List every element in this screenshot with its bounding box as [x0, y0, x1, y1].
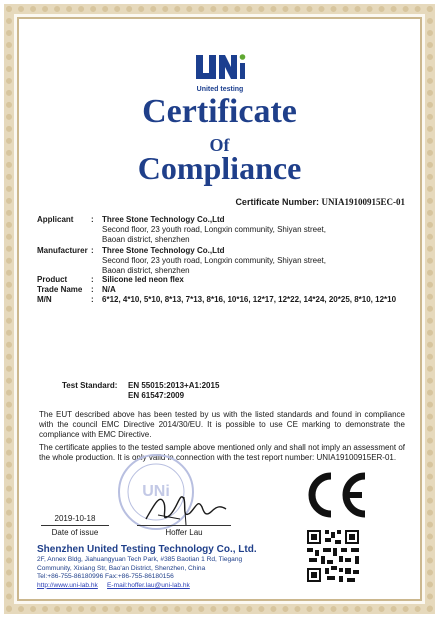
- company-contact: Tel:+86-755-86180996 Fax:+86-755-86180156: [37, 573, 174, 581]
- company-info: [37, 544, 297, 590]
- test-standard-2: EN 61547:2009: [128, 391, 185, 400]
- company-website-link[interactable]: http://www.uni-lab.hk: [37, 581, 98, 589]
- signer-name: Hoffer Lau: [165, 528, 203, 537]
- applicant-address-2: Baoan district, shenzhen: [102, 235, 190, 244]
- manufacturer-name: Three Stone Technology Co.,Ltd: [102, 246, 225, 255]
- test-standard-label: Test Standard:: [62, 381, 118, 390]
- product-value: Silicone led neon flex: [102, 275, 184, 284]
- qr-code-icon: [305, 528, 361, 584]
- company-address-2: Community, Xixiang Str, Bao'an District, Shenzhen, China: [37, 564, 206, 572]
- date-underline: [41, 525, 109, 526]
- field-label: M/N: [37, 295, 52, 304]
- field-label: Applicant: [37, 215, 74, 224]
- field-label: Trade Name: [37, 285, 83, 294]
- title-of: Of: [209, 135, 230, 155]
- field-label: Product: [37, 275, 68, 284]
- title-compliance: Compliance: [137, 150, 302, 186]
- company-address-1: 2F, Annex Bldg, Jiahuangyuan Tech Park, #385 Baotian 1 Rd, Tiegang: [37, 556, 243, 563]
- certificate-number-label: Certificate Number:: [235, 197, 319, 207]
- certificate-number: [235, 197, 405, 207]
- applicant-address-1: Second floor, 23 youth road, Longxin community, Shiyan street,: [102, 225, 326, 234]
- ce-mark-icon: [301, 470, 371, 520]
- logo-tagline: United testing: [196, 86, 244, 93]
- trade-name-value: N/A: [102, 285, 116, 294]
- uni-logo-icon: [193, 45, 247, 91]
- field-colon: :: [91, 246, 94, 255]
- validity-statement: The certificate applies to the tested sample above mentioned only and shall not imply an assessment of the whole production. It is only valid in connection with the test report number: UNIA19100915ER-01.: [39, 443, 405, 462]
- company-email-link[interactable]: E-mail:hoffer.lau@uni-lab.hk: [107, 581, 190, 589]
- test-standard-1: EN 55015:2013+A1:2015: [128, 381, 220, 390]
- issue-date: 2019-10-18: [54, 514, 96, 523]
- field-colon: :: [91, 275, 94, 284]
- signature-icon: [140, 485, 230, 530]
- test-standard: [62, 381, 220, 400]
- manufacturer-address-1: Second floor, 23 youth road, Longxin community, Shiyan street,: [102, 256, 326, 265]
- signature-underline: [137, 525, 231, 526]
- field-colon: :: [91, 285, 94, 294]
- company-name: Shenzhen United Testing Technology Co., Ltd.: [37, 544, 257, 555]
- model-number-value: 6*12, 4*10, 5*10, 8*13, 7*13, 8*16, 10*16, 12*17, 12*22, 14*24, 20*25, 8*10, 12*10: [102, 295, 397, 304]
- field-label: Manufacturer: [37, 246, 88, 255]
- applicant-name: Three Stone Technology Co.,Ltd: [102, 215, 225, 224]
- svg-text:UNi: UNi: [142, 483, 170, 500]
- compliance-statement: The EUT described above has been tested by us with the listed standards and found in compliance with the council EMC Directive 2014/30/EU. It is possible to use CE marking to demonstrate the compliance with EMC Directive.: [39, 410, 405, 439]
- certificate-number-value: UNIA19100915EC-01: [321, 197, 405, 207]
- manufacturer-address-2: Baoan district, shenzhen: [102, 266, 190, 275]
- issue-date-label: Date of issue: [51, 528, 99, 537]
- field-colon: :: [91, 295, 94, 304]
- field-colon: :: [91, 215, 94, 224]
- title-certificate: Certificate: [142, 93, 297, 130]
